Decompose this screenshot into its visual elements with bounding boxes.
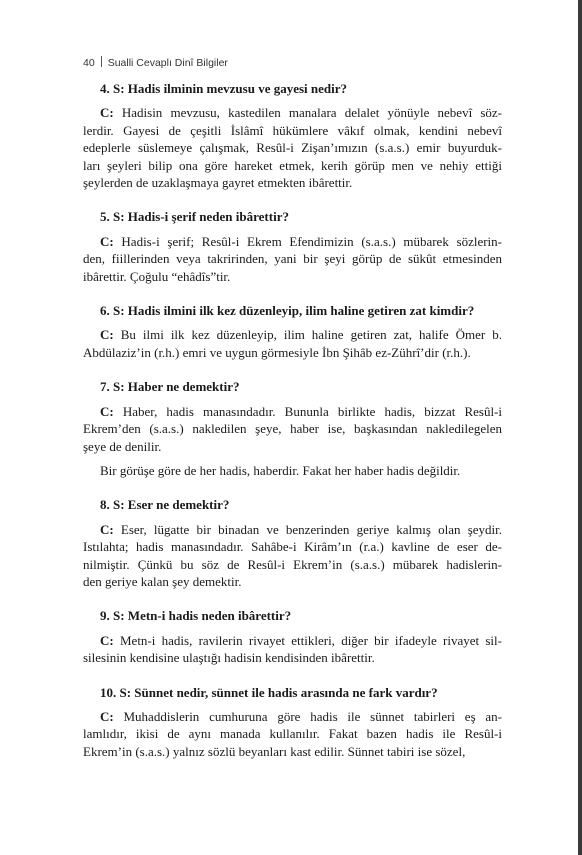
- question-heading: 4. S: Hadis ilminin mevzusu ve gayesi nedir?: [100, 81, 348, 96]
- question-heading: 8. S: Eser ne demektir?: [100, 497, 230, 513]
- answer-label: C:: [100, 105, 114, 121]
- qa-section: [83, 378, 502, 496]
- answer-line: Ekrem’in (s.a.s.) yalnız sözlü beyanları kast edilir. Sünnet tabiri ise sözel,: [83, 743, 466, 759]
- answer-line: den geriye kalan şey demektir.: [83, 573, 242, 589]
- question-heading: 9. S: Metn-i hadis neden ibârettir?: [100, 608, 292, 624]
- answer-line: silesinin kendisine ulaştığı hadisin kendisinden ibârettir.: [83, 650, 375, 666]
- running-title: Sualli Cevaplı Dinî Bilgiler: [107, 57, 228, 69]
- qa-list: [83, 80, 502, 760]
- answer-label: C:: [100, 403, 114, 419]
- header-divider: [101, 56, 102, 67]
- question-heading: 6. S: Hadis ilmini ilk kez düzenleyip, ilim haline getiren zat kimdir?: [100, 303, 475, 319]
- answer-line: lamlıdır, ikisi de aynı manada kullanılır. Fakat bazen hadis ile Resûl-i: [83, 726, 502, 742]
- answer-line: den, fiillerinden veya takririnden, yani bir şeyi görüp de sükût etmesinden: [83, 251, 502, 267]
- section-gap: [83, 676, 502, 684]
- answer-label: C:: [100, 327, 114, 343]
- answer-line: şeye de denilir.: [83, 438, 162, 454]
- section-gap: [83, 294, 502, 302]
- page-number: 40: [83, 57, 95, 69]
- section-gap: [83, 488, 502, 496]
- answer-line: Ekrem’den (s.a.s.) nakledilen şeye, haber ise, başkasından nakledilegelen: [83, 421, 502, 437]
- question-heading: 7. S: Haber ne demektir?: [100, 379, 240, 395]
- answer-line: C: Bu ilmi ilk kez düzenleyip, ilim haline getiren zat, halife Ömer b.: [100, 327, 502, 343]
- answer-line: C: Metn-i hadis, ravilerin rivayet ettikleri, diğer bir ifadeyle rivayet sil-: [100, 632, 502, 648]
- section-gap: [83, 200, 502, 208]
- answer-paragraph: [83, 403, 502, 455]
- answer-line: ibârettir. Çoğulu “ehâdîs”tir.: [83, 268, 231, 284]
- answer-line: Istılahta; hadis manasındadır. Sahâbe-i Kirâm’ın (r.a.) kavline de eser de-: [83, 539, 502, 555]
- question-heading: 5. S: Hadis-i şerif neden ibârettir?: [100, 209, 289, 225]
- answer-paragraph: [83, 708, 502, 760]
- answer-line: lerdir. Gayesi de çeşitli İslâmî hükümlere vâkıf olmak, kendini nebevî: [83, 122, 502, 138]
- qa-section: [83, 302, 502, 378]
- answer-line: C: Muhaddislerin cumhuruna göre hadis ile sünnet tabirleri eş an-: [100, 708, 502, 724]
- section-gap: [83, 599, 502, 607]
- qa-section: [83, 496, 502, 607]
- answer-paragraph: [83, 521, 502, 591]
- answer-line: C: Hadisin mevzusu, kastedilen manalara delalet yönüyle nebevî söz-: [100, 105, 502, 121]
- answer-paragraph-extra: Bir görüşe göre de her hadis, haberdir. Fakat her haber hadis değildir.: [100, 462, 461, 478]
- answer-paragraph: [83, 632, 502, 667]
- answer-line: C: Eser, lügatte bir binadan ve benzerinden geriye kalmış olan şeydir.: [100, 521, 502, 537]
- answer-label: C:: [100, 708, 114, 724]
- question-heading: 10. S: Sünnet nedir, sünnet ile hadis arasında ne fark vardır?: [100, 684, 438, 700]
- answer-paragraph: [83, 233, 502, 285]
- answer-line: edeplerle süslemeye çalışmak, Resûl-i Zişan’ımızın (s.a.s.) emir buyurduk-: [83, 140, 502, 156]
- answer-label: C:: [100, 521, 114, 537]
- answer-paragraph: [83, 104, 502, 191]
- qa-section: [83, 80, 502, 208]
- answer-label: C:: [100, 632, 114, 648]
- answer-line: C: Haber, hadis manasındadır. Bununla birlikte hadis, bizzat Resûl-i: [100, 403, 502, 419]
- qa-section: [83, 208, 502, 302]
- qa-section: [83, 607, 502, 683]
- answer-line: ları şeyleri bilip ona göre hareket etmek, kerih görüp men ve nehiy ettiği: [83, 157, 502, 173]
- running-header: [83, 56, 228, 70]
- section-gap: [83, 370, 502, 378]
- answer-line: C: Hadis-i şerif; Resûl-i Ekrem Efendimizin (s.a.s.) mübarek sözlerin-: [100, 233, 502, 249]
- answer-label: C:: [100, 233, 114, 249]
- qa-section: [83, 684, 502, 761]
- answer-line: nilmiştir. Çünkü bu söz de Resûl-i Ekrem’in (s.a.s.) mübarek hadislerin-: [83, 556, 502, 572]
- answer-line: Abdülaziz’in (r.h.) emri ve uygun görmesiyle İbn Şihâb ez-Zührî’dir (r.h.).: [83, 344, 471, 360]
- answer-line: şeylerden de uzaklaşmaya gayret etmekten ibârettir.: [83, 175, 353, 191]
- page-body: [83, 80, 502, 769]
- page-edge: [578, 0, 582, 855]
- answer-paragraph: [83, 326, 502, 361]
